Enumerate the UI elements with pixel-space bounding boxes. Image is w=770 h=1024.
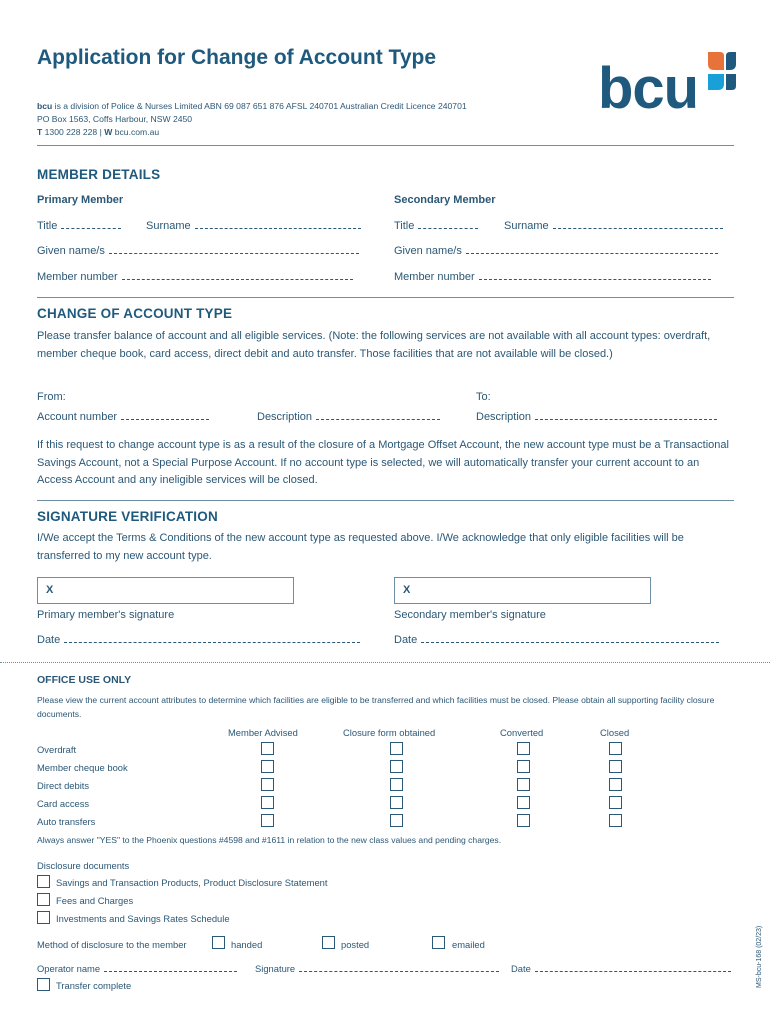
operator-signature-label: Signature bbox=[255, 963, 296, 974]
offset-account-note: If this request to change account type is as a result of the closure of a Mortgage Offset Account, the new account type must be a Transactional Savings Account, not a Special Purpose Account. If no account type is selected, we will automatically transfer your current account to an Access Account and any ineligible services will be closed. bbox=[37, 439, 729, 486]
cheque-book-closed-checkbox[interactable] bbox=[609, 760, 622, 773]
overdraft-member-advised-checkbox[interactable] bbox=[261, 742, 274, 755]
secondary-member-heading: Secondary Member bbox=[394, 194, 496, 206]
transfer-complete-label: Transfer complete bbox=[56, 980, 132, 991]
address-line: PO Box 1563, Coffs Harbour, NSW 2450 bbox=[37, 114, 193, 124]
fees-charges-checkbox[interactable] bbox=[37, 893, 50, 906]
secondary-title-label: Title bbox=[394, 220, 415, 232]
auto-transfers-member-advised-checkbox[interactable] bbox=[261, 814, 274, 827]
rates-schedule-label: Investments and Savings Rates Schedule bbox=[56, 913, 230, 924]
bcu-brand: bcu bbox=[37, 101, 53, 111]
form-code: MS-bcu-168 (02/23) bbox=[756, 925, 763, 988]
org-details: is a division of Police & Nurses Limited ABN 69 087 651 876 AFSL 240701 Australian Credit Licence 240701 bbox=[52, 101, 467, 111]
secondary-member-number-field[interactable] bbox=[394, 271, 711, 283]
row-overdraft: Overdraft bbox=[37, 744, 77, 755]
office-use-intro: Please view the current account attributes to determine which facilities are eligible to be transferred and which facilities must be closed. Please obtain all supporting facility closure documents. bbox=[37, 695, 715, 719]
operator-signature-field[interactable] bbox=[255, 963, 499, 974]
primary-signature-box[interactable] bbox=[37, 577, 294, 604]
phoenix-note: Always answer "YES" to the Phoenix questions #4598 and #1611 in relation to the new class values and pending charges. bbox=[37, 835, 502, 845]
pds-label: Savings and Transaction Products, Product Disclosure Statement bbox=[56, 877, 328, 888]
primary-surname-label: Surname bbox=[146, 220, 191, 232]
col-closure-form: Closure form obtained bbox=[343, 727, 436, 738]
row-auto-transfers: Auto transfers bbox=[37, 816, 96, 827]
secondary-signature-label: Secondary member's signature bbox=[394, 609, 546, 621]
primary-given-label: Given name/s bbox=[37, 245, 105, 257]
overdraft-closure-form-checkbox[interactable] bbox=[390, 742, 403, 755]
bcu-logo-text: bcu bbox=[598, 56, 699, 112]
card-access-member-advised-checkbox[interactable] bbox=[261, 796, 274, 809]
website: bcu.com.au bbox=[112, 127, 160, 137]
to-description-label: Description bbox=[476, 411, 532, 423]
signature-heading: SIGNATURE VERIFICATION bbox=[37, 509, 218, 524]
cheque-book-closure-form-checkbox[interactable] bbox=[390, 760, 403, 773]
cheque-book-member-advised-checkbox[interactable] bbox=[261, 760, 274, 773]
logo-blue-leaf-top bbox=[726, 52, 736, 70]
operator-date-field[interactable] bbox=[511, 963, 731, 974]
secondary-date-field[interactable] bbox=[394, 634, 719, 646]
primary-member-number-field[interactable] bbox=[37, 271, 353, 283]
primary-title-field[interactable] bbox=[37, 220, 121, 232]
operator-date-label: Date bbox=[511, 963, 531, 974]
handed-checkbox[interactable] bbox=[212, 936, 225, 949]
bcu-logo bbox=[598, 50, 738, 112]
org-line bbox=[37, 100, 467, 113]
secondary-signature-box[interactable] bbox=[394, 577, 651, 604]
primary-signature-label: Primary member's signature bbox=[37, 609, 175, 621]
row-direct-debits: Direct debits bbox=[37, 780, 90, 791]
divider bbox=[37, 500, 734, 501]
secondary-title-field[interactable] bbox=[394, 220, 478, 232]
to-label: To: bbox=[476, 391, 491, 403]
col-converted: Converted bbox=[500, 727, 544, 738]
primary-surname-field[interactable] bbox=[146, 220, 361, 232]
auto-transfers-closure-form-checkbox[interactable] bbox=[390, 814, 403, 827]
card-access-converted-checkbox[interactable] bbox=[517, 796, 530, 809]
account-number-label: Account number bbox=[37, 411, 118, 423]
change-instructions: Please transfer balance of account and all eligible services. (Note: the following services are not available with all account types: overdraft, member cheque book, card access, direct debit and auto transfer. Those facilities that are not available will be closed.) bbox=[37, 330, 711, 360]
primary-title-label: Title bbox=[37, 220, 58, 232]
divider bbox=[37, 145, 734, 146]
auto-transfers-closed-checkbox[interactable] bbox=[609, 814, 622, 827]
operator-name-field[interactable] bbox=[37, 963, 237, 974]
secondary-sign-x: X bbox=[403, 584, 411, 596]
form-title: Application for Change of Account Type bbox=[37, 46, 436, 69]
handed-label: handed bbox=[231, 939, 263, 950]
direct-debits-closure-form-checkbox[interactable] bbox=[390, 778, 403, 791]
web-prefix: W bbox=[104, 127, 113, 137]
office-use-heading: OFFICE USE ONLY bbox=[37, 674, 132, 686]
emailed-checkbox[interactable] bbox=[432, 936, 445, 949]
disclosure-heading: Disclosure documents bbox=[37, 860, 130, 871]
row-member-cheque-book: Member cheque book bbox=[37, 762, 128, 773]
secondary-given-label: Given name/s bbox=[394, 245, 462, 257]
auto-transfers-converted-checkbox[interactable] bbox=[517, 814, 530, 827]
row-card-access: Card access bbox=[37, 798, 90, 809]
phone-number: 1300 228 228 | bbox=[42, 127, 105, 137]
fees-charges-label: Fees and Charges bbox=[56, 895, 134, 906]
secondary-date-label: Date bbox=[394, 634, 418, 646]
phone-prefix: T bbox=[37, 127, 43, 137]
rates-schedule-checkbox[interactable] bbox=[37, 911, 50, 924]
col-closed: Closed bbox=[600, 727, 630, 738]
secondary-number-label: Member number bbox=[394, 271, 475, 283]
operator-name-label: Operator name bbox=[37, 963, 101, 974]
posted-checkbox[interactable] bbox=[322, 936, 335, 949]
from-description-label: Description bbox=[257, 411, 313, 423]
emailed-label: emailed bbox=[452, 939, 485, 950]
direct-debits-converted-checkbox[interactable] bbox=[517, 778, 530, 791]
primary-member-heading: Primary Member bbox=[37, 194, 124, 206]
card-access-closure-form-checkbox[interactable] bbox=[390, 796, 403, 809]
overdraft-closed-checkbox[interactable] bbox=[609, 742, 622, 755]
card-access-closed-checkbox[interactable] bbox=[609, 796, 622, 809]
divider bbox=[37, 297, 734, 298]
direct-debits-closed-checkbox[interactable] bbox=[609, 778, 622, 791]
overdraft-converted-checkbox[interactable] bbox=[517, 742, 530, 755]
secondary-surname-field[interactable] bbox=[504, 220, 723, 232]
member-details-heading: MEMBER DETAILS bbox=[37, 167, 161, 182]
secondary-given-names-field[interactable] bbox=[394, 245, 718, 257]
office-use-separator bbox=[0, 662, 770, 663]
posted-label: posted bbox=[341, 939, 370, 950]
pds-checkbox[interactable] bbox=[37, 875, 50, 888]
disclosure-method-label: Method of disclosure to the member bbox=[37, 939, 187, 950]
primary-date-label: Date bbox=[37, 634, 61, 646]
primary-number-label: Member number bbox=[37, 271, 118, 283]
logo-orange-leaf bbox=[708, 52, 724, 70]
signature-acknowledgement: I/We accept the Terms & Conditions of the new account type as requested above. I/We acknowledge that only eligible facilities will be transferred to my new account type. bbox=[37, 532, 684, 562]
direct-debits-member-advised-checkbox[interactable] bbox=[261, 778, 274, 791]
to-description-field[interactable] bbox=[476, 411, 717, 423]
transfer-complete-checkbox[interactable] bbox=[37, 978, 50, 991]
contact-line bbox=[37, 126, 159, 139]
cheque-book-converted-checkbox[interactable] bbox=[517, 760, 530, 773]
primary-given-names-field[interactable] bbox=[37, 245, 359, 257]
secondary-surname-label: Surname bbox=[504, 220, 549, 232]
primary-sign-x: X bbox=[46, 584, 54, 596]
logo-lightblue-leaf bbox=[708, 74, 724, 90]
from-description-field[interactable] bbox=[257, 411, 440, 423]
account-number-field[interactable] bbox=[37, 411, 209, 423]
primary-date-field[interactable] bbox=[37, 634, 360, 646]
change-account-heading: CHANGE OF ACCOUNT TYPE bbox=[37, 306, 233, 321]
col-member-advised: Member Advised bbox=[228, 727, 298, 738]
logo-blue-leaf-bottom bbox=[726, 74, 736, 90]
from-label: From: bbox=[37, 391, 66, 403]
